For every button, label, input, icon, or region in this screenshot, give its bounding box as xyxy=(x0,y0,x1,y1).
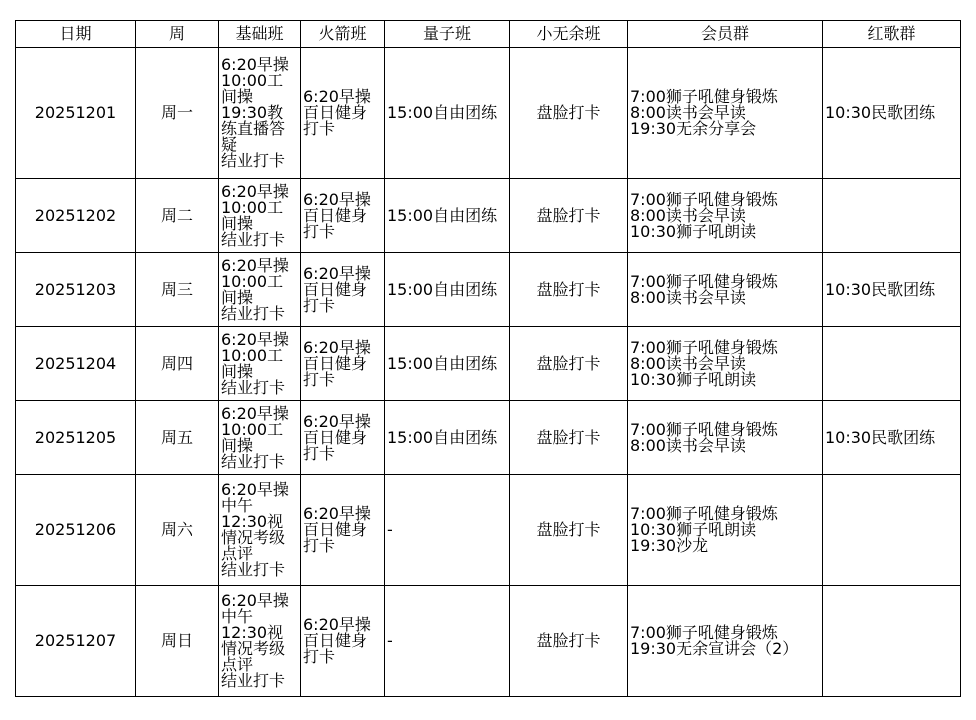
rocket-class-cell-line: 百日健身打卡 xyxy=(303,520,368,555)
weekday-cell: 周三 xyxy=(136,253,219,327)
redsong-group-cell: 10:30民歌团练 xyxy=(823,253,961,327)
rocket-class-cell-line: 6:20早操 xyxy=(303,87,371,106)
member-group-cell xyxy=(628,475,823,586)
header-rocket-class: 火箭班 xyxy=(301,21,385,48)
member-group-cell-line: 8:00读书会早读 xyxy=(630,353,746,373)
redsong-group-cell xyxy=(823,179,961,253)
basic-class-cell-line: 结业打卡 xyxy=(221,560,286,579)
member-group-cell-line: 8:00读书会早读 xyxy=(630,435,746,455)
basic-class-cell-line: 6:20早操 xyxy=(221,403,289,423)
basic-class-cell xyxy=(219,586,301,697)
header-date: 日期 xyxy=(16,21,136,48)
quantum-class-cell: 15:00自由团练 xyxy=(385,327,510,401)
date-cell: 20251203 xyxy=(16,253,136,327)
table-row xyxy=(16,327,961,401)
basic-class-cell xyxy=(219,253,301,327)
basic-class-cell-line: 中午 xyxy=(221,607,254,626)
rocket-class-cell-line: 百日健身打卡 xyxy=(303,103,368,138)
weekday-cell: 周日 xyxy=(136,586,219,697)
xiaowuyu-class-cell: 盘脸打卡 xyxy=(510,327,628,401)
member-group-cell-line: 7:00狮子吼健身锻炼 xyxy=(630,337,778,357)
rocket-class-cell-line: 百日健身打卡 xyxy=(303,205,368,241)
rocket-class-cell-line: 6:20早操 xyxy=(303,189,371,209)
rocket-class-cell-line: 6:20早操 xyxy=(303,337,371,357)
basic-class-cell-line: 6:20早操 xyxy=(221,591,289,610)
member-group-cell-line: 10:30狮子吼朗读 xyxy=(630,221,757,241)
date-cell: 20251202 xyxy=(16,179,136,253)
rocket-class-cell xyxy=(301,475,385,586)
member-group-cell-line: 7:00狮子吼健身锻炼 xyxy=(630,419,778,439)
xiaowuyu-class-cell: 盘脸打卡 xyxy=(510,586,628,697)
basic-class-cell-line: 19:30教练直播答疑 xyxy=(221,103,286,154)
member-group-cell xyxy=(628,401,823,475)
basic-class-cell-line: 6:20早操 xyxy=(221,480,289,499)
redsong-group-cell: 10:30民歌团练 xyxy=(823,401,961,475)
header-row xyxy=(16,21,961,48)
basic-class-cell-line: 结业打卡 xyxy=(221,303,286,323)
rocket-class-cell-line: 6:20早操 xyxy=(303,411,371,431)
date-cell: 20251207 xyxy=(16,586,136,697)
member-group-cell xyxy=(628,48,823,179)
quantum-class-cell: 15:00自由团练 xyxy=(385,179,510,253)
basic-class-cell xyxy=(219,327,301,401)
member-group-cell-line: 10:30狮子吼朗读 xyxy=(630,369,757,389)
weekday-cell: 周一 xyxy=(136,48,219,179)
redsong-group-cell xyxy=(823,327,961,401)
member-group-cell-line: 19:30沙龙 xyxy=(630,536,709,555)
basic-class-cell-line: 12:30视情况考级点评 xyxy=(221,623,286,674)
basic-class-cell-line: 结业打卡 xyxy=(221,377,286,397)
rocket-class-cell xyxy=(301,586,385,697)
redsong-group-cell: 10:30民歌团练 xyxy=(823,48,961,179)
xiaowuyu-class-cell: 盘脸打卡 xyxy=(510,253,628,327)
member-group-cell-line: 8:00读书会早读 xyxy=(630,103,746,122)
basic-class-cell xyxy=(219,179,301,253)
basic-class-cell-line: 6:20早操 xyxy=(221,55,289,74)
rocket-class-cell-line: 6:20早操 xyxy=(303,615,371,634)
rocket-class-cell-line: 百日健身打卡 xyxy=(303,279,368,315)
basic-class-cell-line: 10:00工间操 xyxy=(221,197,284,233)
header-xiaowuyu-class: 小无余班 xyxy=(510,21,628,48)
member-group-cell-line: 19:30无余分享会 xyxy=(630,119,757,138)
rocket-class-cell-line: 百日健身打卡 xyxy=(303,427,368,463)
date-cell: 20251204 xyxy=(16,327,136,401)
table-row xyxy=(16,48,961,179)
member-group-cell-line: 19:30无余宣讲会（2） xyxy=(630,639,799,658)
rocket-class-cell-line: 6:20早操 xyxy=(303,263,371,283)
table-row xyxy=(16,475,961,586)
rocket-class-cell xyxy=(301,253,385,327)
quantum-class-cell: 15:00自由团练 xyxy=(385,253,510,327)
table-row xyxy=(16,253,961,327)
table-row xyxy=(16,586,961,697)
table-row xyxy=(16,401,961,475)
schedule-body xyxy=(16,48,961,697)
member-group-cell-line: 7:00狮子吼健身锻炼 xyxy=(630,271,778,291)
basic-class-cell-line: 中午 xyxy=(221,496,254,515)
xiaowuyu-class-cell: 盘脸打卡 xyxy=(510,401,628,475)
member-group-cell xyxy=(628,327,823,401)
rocket-class-cell xyxy=(301,179,385,253)
member-group-cell-line: 8:00读书会早读 xyxy=(630,205,746,225)
basic-class-cell-line: 结业打卡 xyxy=(221,151,286,170)
member-group-cell xyxy=(628,586,823,697)
basic-class-cell-line: 10:00工间操 xyxy=(221,271,284,307)
header-basic-class: 基础班 xyxy=(219,21,301,48)
member-group-cell-line: 7:00狮子吼健身锻炼 xyxy=(630,504,778,523)
basic-class-cell-line: 6:20早操 xyxy=(221,255,289,275)
date-cell: 20251206 xyxy=(16,475,136,586)
date-cell: 20251205 xyxy=(16,401,136,475)
rocket-class-cell xyxy=(301,48,385,179)
basic-class-cell-line: 结业打卡 xyxy=(221,229,286,249)
redsong-group-cell xyxy=(823,586,961,697)
basic-class-cell-line: 6:20早操 xyxy=(221,329,289,349)
basic-class-cell xyxy=(219,401,301,475)
member-group-cell xyxy=(628,253,823,327)
rocket-class-cell xyxy=(301,401,385,475)
basic-class-cell-line: 10:00工间操 xyxy=(221,345,284,381)
member-group-cell-line: 7:00狮子吼健身锻炼 xyxy=(630,189,778,209)
xiaowuyu-class-cell: 盘脸打卡 xyxy=(510,475,628,586)
weekday-cell: 周六 xyxy=(136,475,219,586)
basic-class-cell-line: 结业打卡 xyxy=(221,671,286,690)
basic-class-cell-line: 10:00工间操 xyxy=(221,71,284,106)
basic-class-cell-line: 结业打卡 xyxy=(221,451,286,471)
rocket-class-cell xyxy=(301,327,385,401)
member-group-cell-line: 8:00读书会早读 xyxy=(630,287,746,307)
redsong-group-cell xyxy=(823,475,961,586)
xiaowuyu-class-cell: 盘脸打卡 xyxy=(510,48,628,179)
weekday-cell: 周四 xyxy=(136,327,219,401)
basic-class-cell xyxy=(219,48,301,179)
quantum-class-cell: 15:00自由团练 xyxy=(385,48,510,179)
weekday-cell: 周五 xyxy=(136,401,219,475)
member-group-cell xyxy=(628,179,823,253)
member-group-cell-line: 7:00狮子吼健身锻炼 xyxy=(630,623,778,642)
date-cell: 20251201 xyxy=(16,48,136,179)
table-row xyxy=(16,179,961,253)
header-weekday: 周 xyxy=(136,21,219,48)
rocket-class-cell-line: 百日健身打卡 xyxy=(303,353,368,389)
rocket-class-cell-line: 6:20早操 xyxy=(303,504,371,523)
header-member-group: 会员群 xyxy=(628,21,823,48)
header-quantum-class: 量子班 xyxy=(385,21,510,48)
basic-class-cell xyxy=(219,475,301,586)
basic-class-cell-line: 12:30视情况考级点评 xyxy=(221,512,286,563)
basic-class-cell-line: 10:00工间操 xyxy=(221,419,284,455)
quantum-class-cell: 15:00自由团练 xyxy=(385,401,510,475)
basic-class-cell-line: 6:20早操 xyxy=(221,181,289,201)
quantum-class-cell: - xyxy=(385,475,510,586)
weekday-cell: 周二 xyxy=(136,179,219,253)
schedule-table xyxy=(15,20,961,697)
member-group-cell-line: 10:30狮子吼朗读 xyxy=(630,520,757,539)
header-redsong-group: 红歌群 xyxy=(823,21,961,48)
member-group-cell-line: 7:00狮子吼健身锻炼 xyxy=(630,87,778,106)
rocket-class-cell-line: 百日健身打卡 xyxy=(303,631,368,666)
xiaowuyu-class-cell: 盘脸打卡 xyxy=(510,179,628,253)
quantum-class-cell: - xyxy=(385,586,510,697)
